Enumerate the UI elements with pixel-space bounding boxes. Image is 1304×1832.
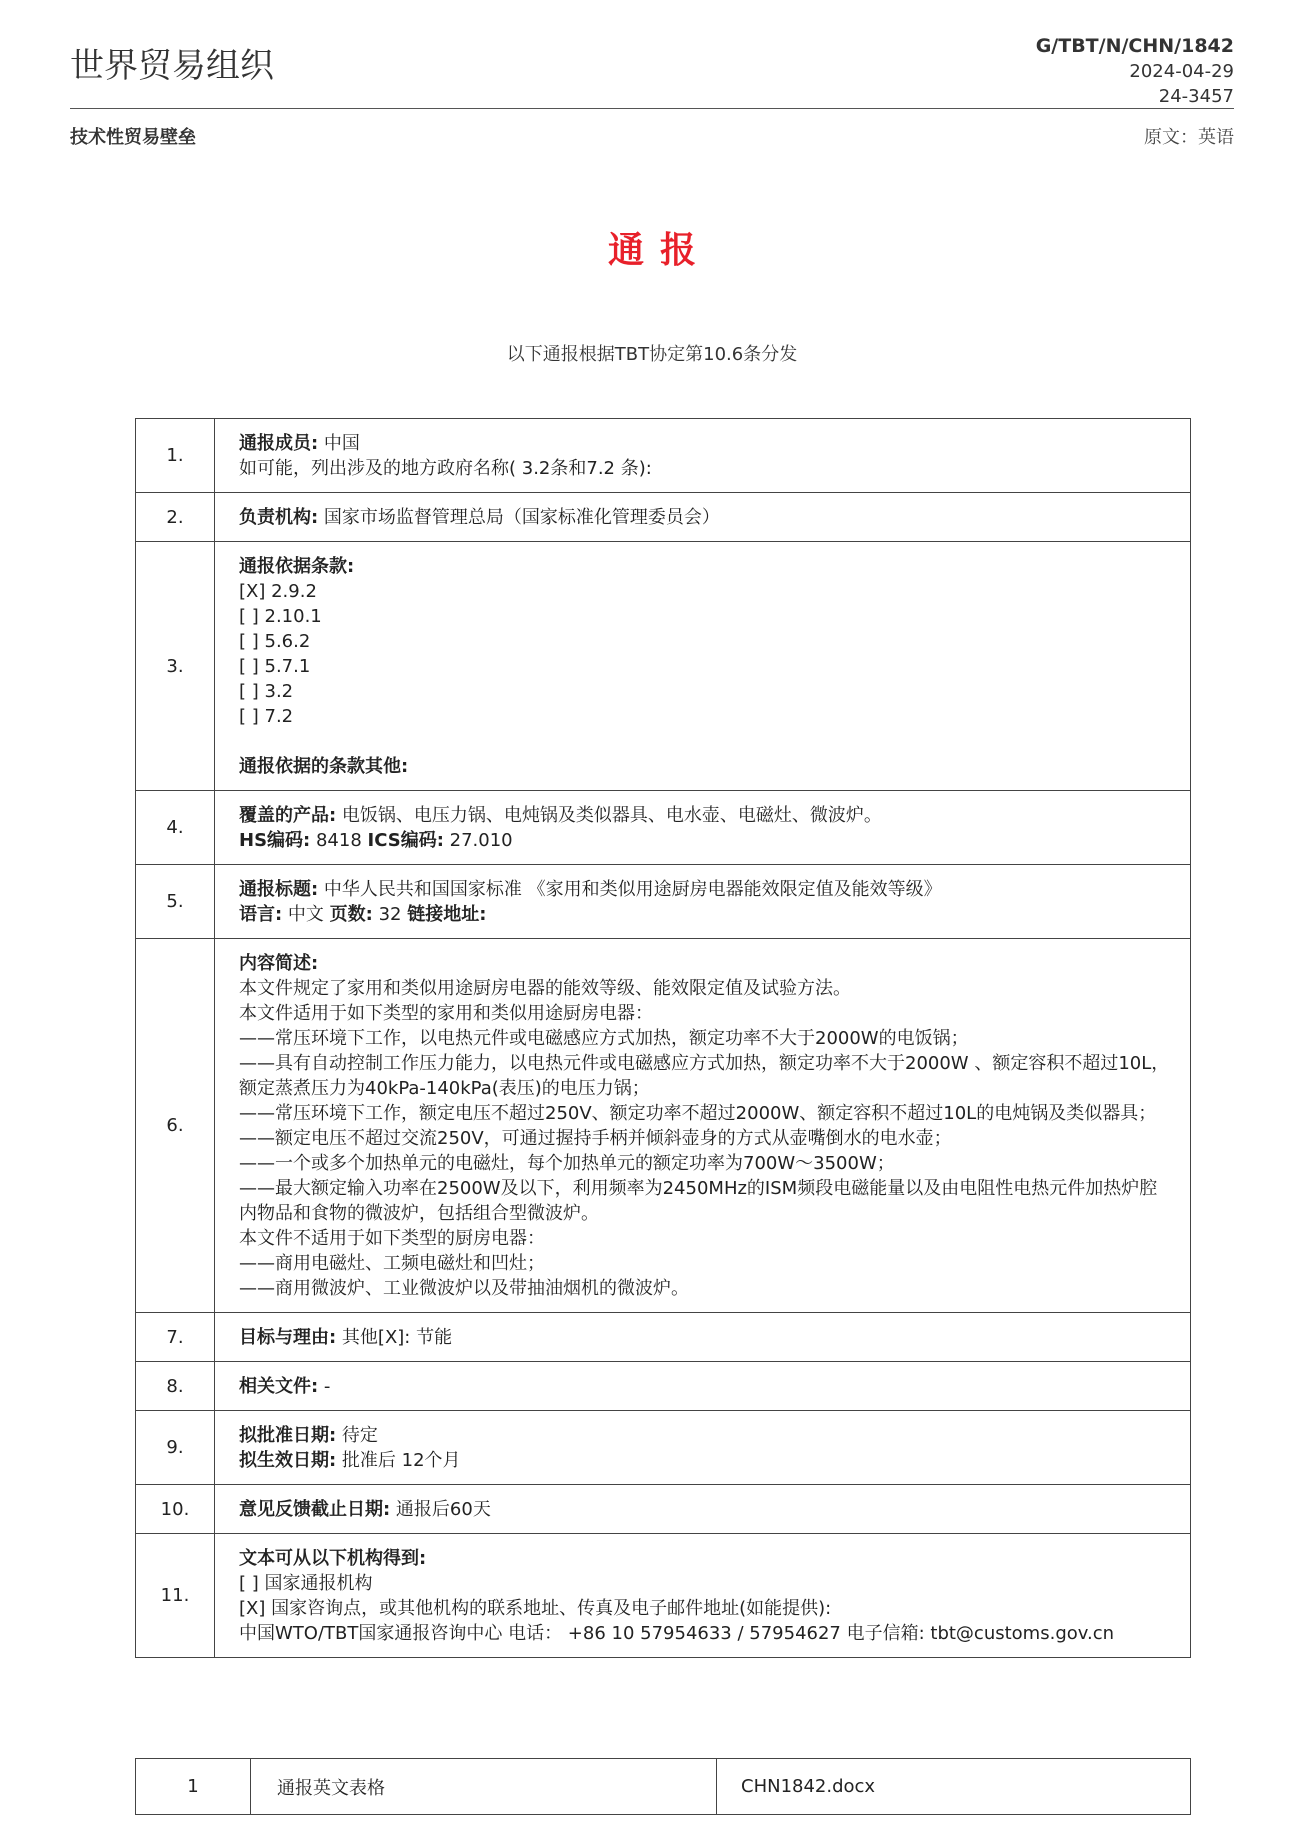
field-value: 电饭锅、电压力锅、电炖锅及类似器具、电水壶、电磁灶、微波炉。	[336, 805, 882, 826]
row-number: 10.	[136, 1485, 215, 1534]
row-number: 9.	[136, 1411, 215, 1485]
field-label: 语言:	[239, 904, 283, 925]
field-label: 通报依据条款:	[239, 556, 355, 577]
field-label: 相关文件:	[239, 1376, 319, 1397]
row-content	[215, 939, 1191, 1313]
description-line: ——常压环境下工作，以电热元件或电磁感应方式加热，额定功率不大于2000W的电饭锅；	[239, 1028, 969, 1049]
field-value: 待定	[336, 1425, 378, 1446]
field-label: 通报成员:	[239, 433, 319, 454]
row-content	[215, 542, 1191, 791]
field-label: 意见反馈截止日期:	[239, 1499, 391, 1520]
field-value: -	[318, 1376, 331, 1397]
description-line: ——常压环境下工作，额定电压不超过250V、额定功率不超过2000W、额定容积不超过10L的电炖锅及类似器具；	[239, 1103, 1157, 1124]
attachment-table	[135, 1758, 1191, 1815]
table-row	[136, 493, 1191, 542]
table-row	[136, 419, 1191, 493]
row-number: 2.	[136, 493, 215, 542]
row-content	[215, 1534, 1191, 1658]
page-subtitle: 以下通报根据TBT协定第10.6条分发	[506, 344, 798, 365]
table-row	[136, 1313, 1191, 1362]
document-reference: 24-3457	[1158, 86, 1234, 107]
checkbox-item: [ ] 2.10.1	[239, 606, 322, 627]
table-row	[136, 1411, 1191, 1485]
row-content	[215, 1313, 1191, 1362]
table-row	[136, 1362, 1191, 1411]
field-label: 负责机构:	[239, 507, 319, 528]
description-line: 本文件适用于如下类型的家用和类似用途厨房电器：	[239, 1003, 653, 1024]
description-line: ——具有自动控制工作压力能力，以电热元件或电磁感应方式加热，额定功率不大于2000W 、额定容积不超过10L，额定蒸煮压力为40kPa-140kPa(表压)的电压力锅；	[239, 1053, 1170, 1099]
page-title: 通报	[607, 230, 712, 271]
field-label: 拟批准日期:	[239, 1425, 337, 1446]
table-row	[136, 1534, 1191, 1658]
field-label: 目标与理由:	[239, 1327, 337, 1348]
description-line: ——最大额定输入功率在2500W及以下，利用频率为2450MHz的ISM频段电磁能量以及由电阻性电热元件加热炉腔内物品和食物的微波炉，包括组合型微波炉。	[239, 1178, 1158, 1224]
field-label: 链接地址:	[407, 904, 487, 925]
row-number: 1.	[136, 419, 215, 493]
attachment-name: 通报英文表格	[251, 1759, 717, 1815]
table-row	[136, 542, 1191, 791]
field-label: 拟生效日期:	[239, 1450, 337, 1471]
table-row	[136, 791, 1191, 865]
description-line: ——一个或多个加热单元的电磁灶，每个加热单元的额定功率为700W～3500W；	[239, 1153, 895, 1174]
checkbox-item: [ ] 3.2	[239, 681, 294, 702]
row-content	[215, 419, 1191, 493]
original-language: 原文：英语	[1144, 127, 1234, 148]
committee-name: 技术性贸易壁垒	[70, 127, 196, 148]
row-content	[215, 791, 1191, 865]
row-content	[215, 1411, 1191, 1485]
field-label: 通报标题:	[239, 879, 319, 900]
field-label: 内容简述:	[239, 953, 319, 974]
description-line: ——商用微波炉、工业微波炉以及带抽油烟机的微波炉。	[239, 1278, 689, 1299]
document-symbol: G/TBT/N/CHN/1842	[1035, 35, 1234, 57]
header-divider	[70, 108, 1234, 109]
field-value: 27.010	[443, 830, 513, 851]
checkbox-item: [X] 2.9.2	[239, 581, 317, 602]
table-row	[136, 865, 1191, 939]
field-label: 覆盖的产品:	[239, 805, 337, 826]
field-value: 32	[372, 904, 408, 925]
notification-table	[135, 418, 1191, 1658]
field-text: 如可能，列出涉及的地方政府名称( 3.2条和7.2 条):	[239, 458, 652, 479]
row-content	[215, 1362, 1191, 1411]
field-text: [X] 国家咨询点，或其他机构的联系地址、传真及电子邮件地址(如能提供):	[239, 1598, 832, 1619]
field-value: 中文	[282, 904, 330, 925]
table-row	[136, 1759, 1191, 1815]
row-number: 4.	[136, 791, 215, 865]
field-value: 中华人民共和国国家标准 《家用和类似用途厨房电器能效限定值及能效等级》	[318, 879, 942, 900]
row-number: 11.	[136, 1534, 215, 1658]
description-line: 本文件规定了家用和类似用途厨房电器的能效等级、能效限定值及试验方法。	[239, 978, 851, 999]
field-value: 批准后 12个月	[336, 1450, 461, 1471]
row-number: 6.	[136, 939, 215, 1313]
checkbox-item: [ ] 5.7.1	[239, 656, 311, 677]
row-number: 5.	[136, 865, 215, 939]
organization-name: 世界贸易组织	[70, 46, 274, 86]
field-value: 8418	[310, 830, 368, 851]
row-number: 8.	[136, 1362, 215, 1411]
field-label: 文本可从以下机构得到:	[239, 1548, 427, 1569]
field-text: [ ] 国家通报机构	[239, 1573, 373, 1594]
description-line: ——额定电压不超过交流250V，可通过握持手柄并倾斜壶身的方式从壶嘴倒水的电水壶；	[239, 1128, 952, 1149]
field-label: HS编码:	[239, 830, 311, 851]
checkbox-item: [ ] 5.6.2	[239, 631, 311, 652]
document-identifiers	[1036, 34, 1234, 109]
row-number: 7.	[136, 1313, 215, 1362]
table-row	[136, 939, 1191, 1313]
row-content	[215, 865, 1191, 939]
row-content	[215, 1485, 1191, 1534]
document-date: 2024-04-29	[1129, 61, 1234, 82]
description-line: ——商用电磁灶、工频电磁灶和凹灶；	[239, 1253, 545, 1274]
row-content	[215, 493, 1191, 542]
field-label: 通报依据的条款其他:	[239, 756, 409, 777]
field-value: 通报后60天	[390, 1499, 491, 1520]
checkbox-item: [ ] 7.2	[239, 706, 294, 727]
description-line: 本文件不适用于如下类型的厨房电器：	[239, 1228, 545, 1249]
table-row	[136, 1485, 1191, 1534]
attachment-file-link[interactable]: CHN1842.docx	[717, 1759, 1191, 1815]
field-value: 国家市场监督管理总局（国家标准化管理委员会）	[318, 507, 720, 528]
contact-info: 中国WTO/TBT国家通报咨询中心 电话： +86 10 57954633 / 57954627 电子信箱: tbt@customs.gov.cn	[239, 1623, 1115, 1644]
row-number: 3.	[136, 542, 215, 791]
field-value: 其他[X]: 节能	[336, 1327, 453, 1348]
field-value: 中国	[318, 433, 360, 454]
field-label: ICS编码:	[367, 830, 444, 851]
field-label: 页数:	[329, 904, 373, 925]
attachment-number: 1	[136, 1759, 251, 1815]
